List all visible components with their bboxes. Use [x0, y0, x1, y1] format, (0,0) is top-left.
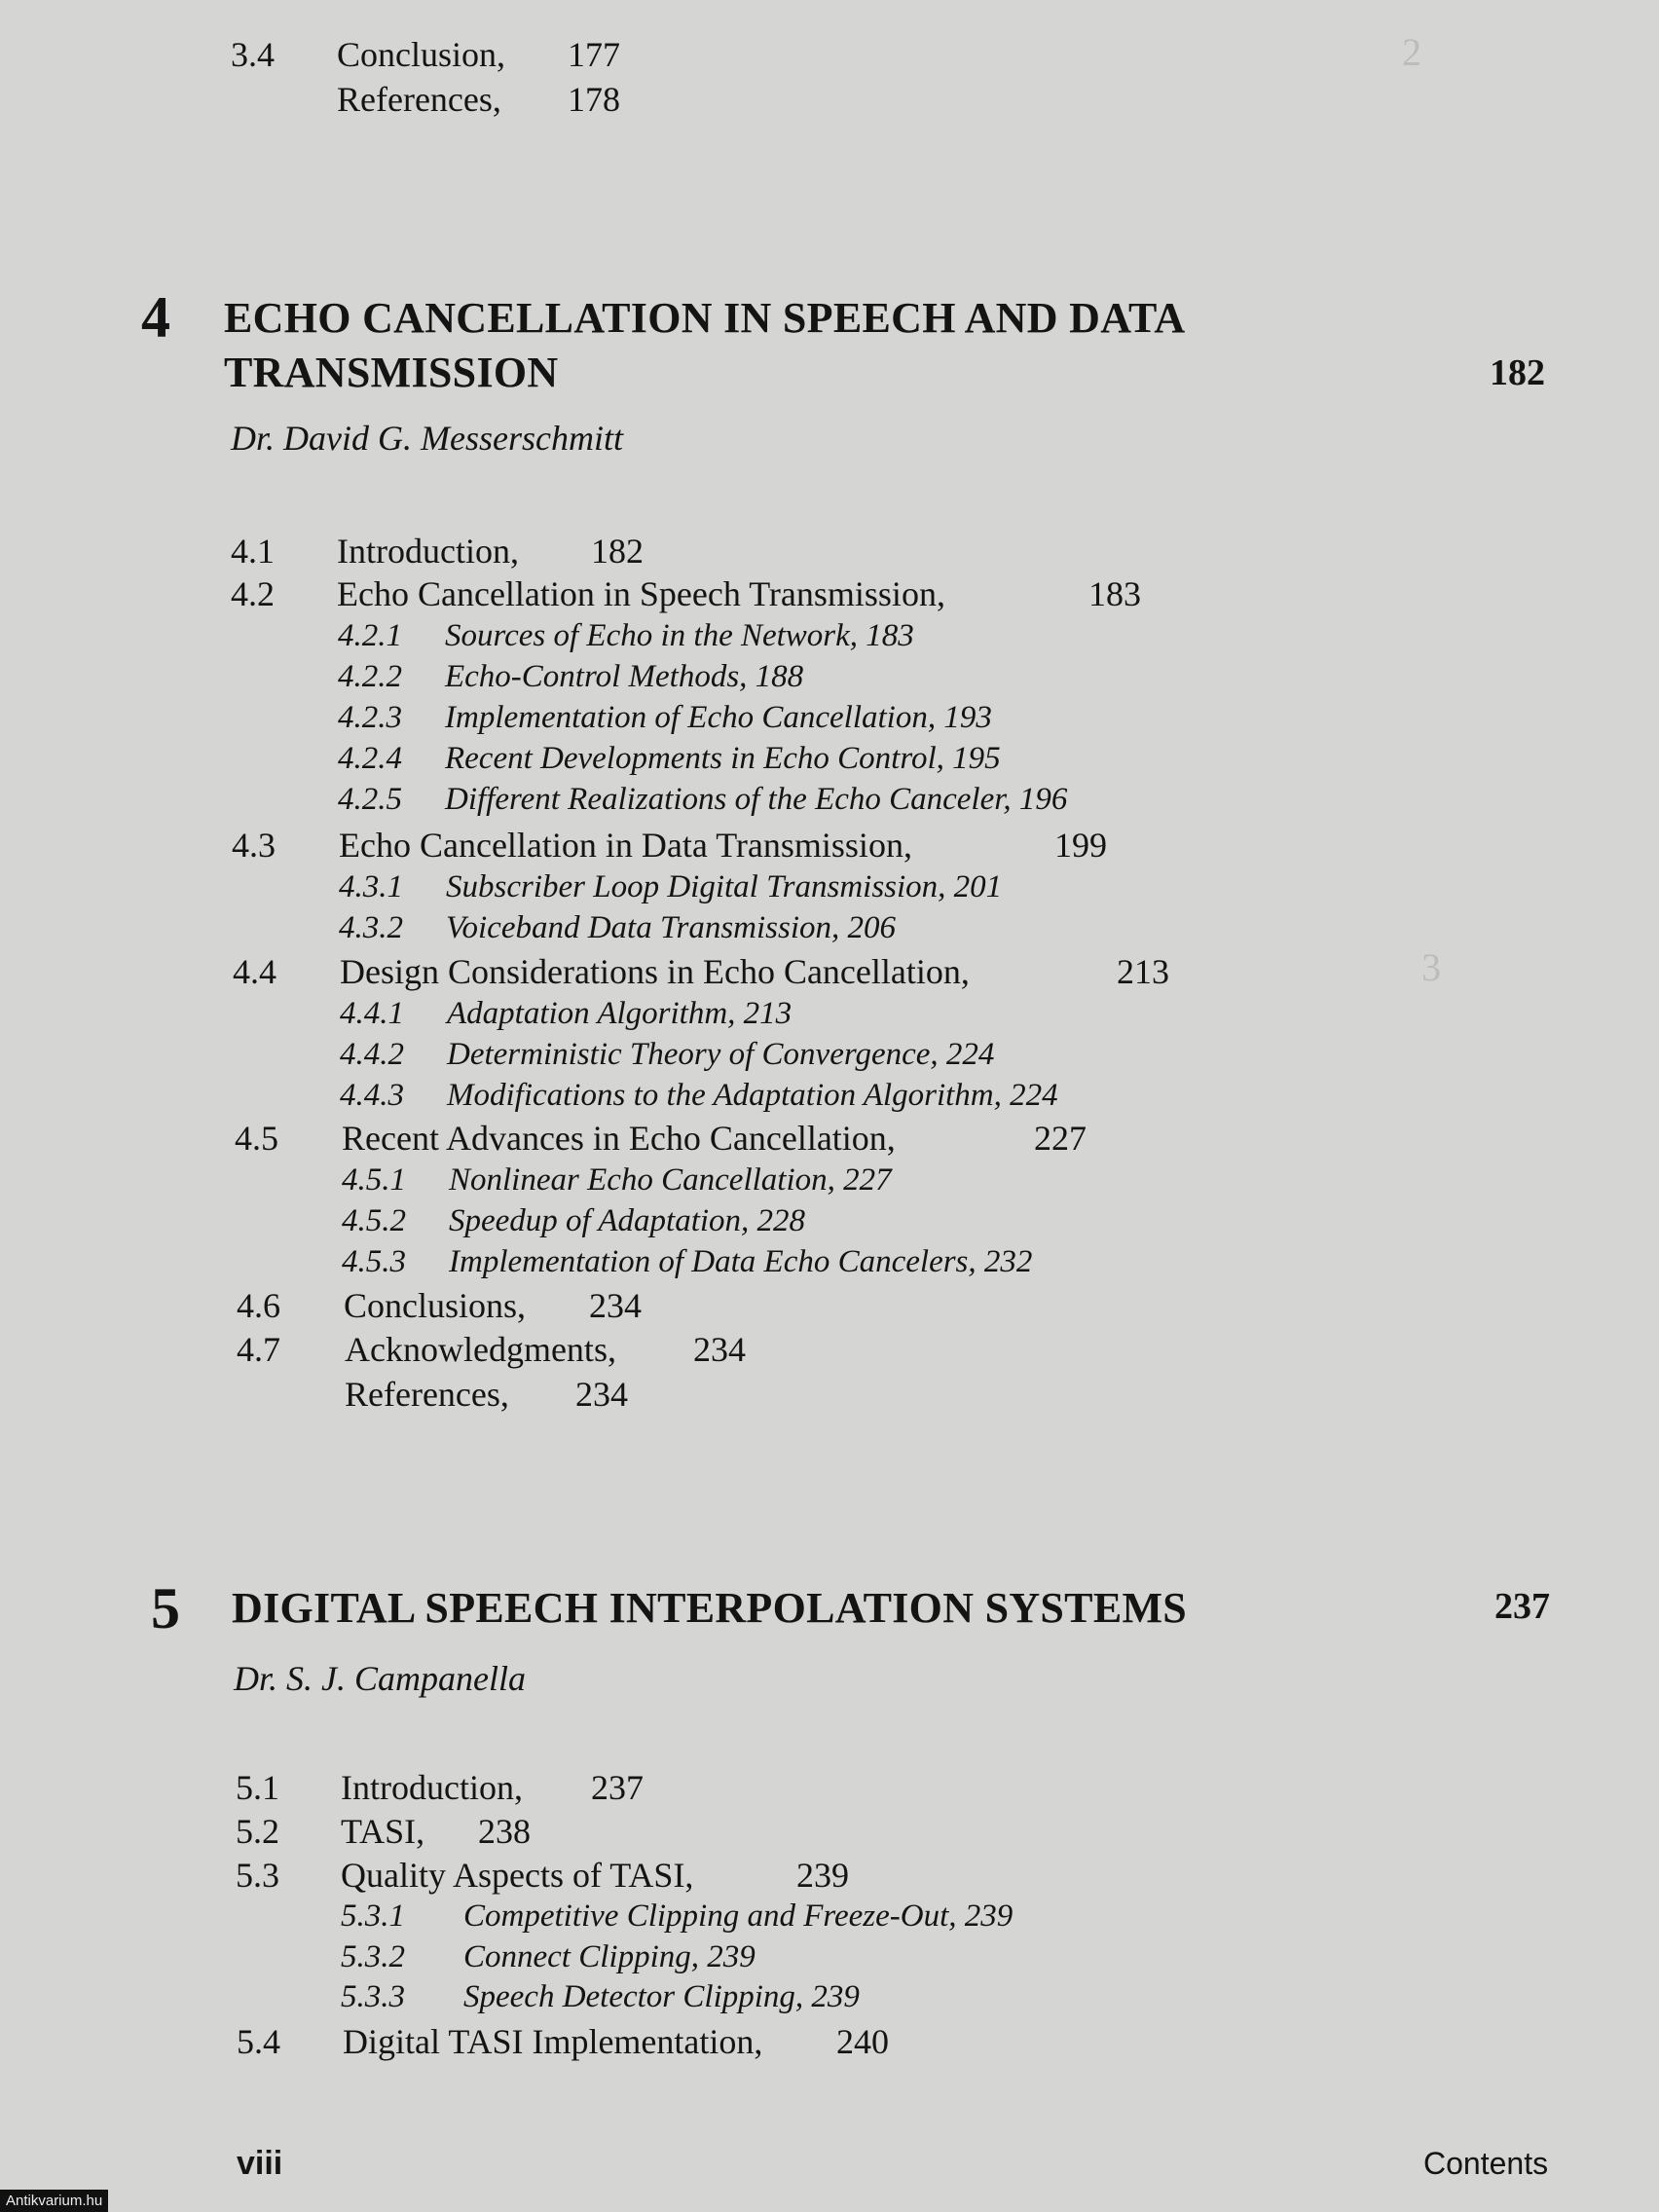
toc-num: 4.7 [237, 1330, 280, 1369]
toc-subnum: 4.4.2 [340, 1037, 404, 1072]
chapter-author: Dr. S. J. Campanella [234, 1659, 526, 1698]
toc-subentry: Nonlinear Echo Cancellation, 227 [449, 1162, 892, 1198]
toc-subentry: Adaptation Algorithm, 213 [447, 996, 793, 1031]
toc-subentry: Deterministic Theory of Convergence, 224 [447, 1037, 995, 1072]
chapter-page-number: 237 [1494, 1586, 1550, 1627]
toc-page-number: 237 [591, 1768, 644, 1807]
toc-subnum: 4.3.1 [339, 869, 403, 904]
toc-page-number: 182 [591, 532, 644, 571]
toc-entry-text: TASI, [341, 1812, 425, 1851]
toc-entry-text: Introduction, [337, 532, 519, 571]
toc-subnum: 5.3.1 [341, 1899, 405, 1934]
chapter-title: DIGITAL SPEECH INTERPOLATION SYSTEMS [232, 1584, 1188, 1632]
toc-subnum: 4.5.2 [342, 1203, 406, 1238]
toc-subentry: Recent Developments in Echo Control, 195 [445, 741, 1001, 776]
bleed-through-text: 3 [1421, 945, 1441, 989]
toc-subentry: Modifications to the Adaptation Algorithm, 224 [447, 1078, 1058, 1113]
toc-num: 5.2 [236, 1812, 279, 1851]
toc-num: 5.4 [237, 2022, 280, 2061]
toc-page-number: 199 [1054, 826, 1107, 865]
toc-num: 5.3 [236, 1856, 279, 1895]
toc-subentry: Implementation of Data Echo Cancelers, 232 [449, 1244, 1033, 1279]
toc-page-number: 227 [1034, 1119, 1087, 1158]
chapter-title: ECHO CANCELLATION IN SPEECH AND DATA [224, 294, 1186, 342]
toc-entry-text: Conclusions, [344, 1286, 527, 1325]
toc-entry-text: Echo Cancellation in Data Transmission, [339, 826, 912, 865]
toc-entry-text: Recent Advances in Echo Cancellation, [342, 1119, 896, 1158]
toc-page-number: 239 [796, 1856, 849, 1895]
toc-entry-text: Introduction, [341, 1768, 523, 1807]
toc-subnum: 4.3.2 [339, 910, 403, 945]
toc-num: 4.3 [232, 826, 276, 865]
toc-subentry: Subscriber Loop Digital Transmission, 201 [446, 869, 1003, 904]
toc-page-number: 183 [1088, 574, 1141, 613]
toc-page-number: 177 [568, 35, 620, 74]
toc-page-number: 234 [575, 1375, 628, 1414]
chapter-number: 4 [141, 285, 170, 350]
chapter-author: Dr. David G. Messerschmitt [231, 419, 623, 458]
toc-page-number: 238 [478, 1812, 531, 1851]
toc-entry-text: Conclusion, [337, 35, 506, 74]
toc-num: 3.4 [231, 35, 275, 74]
toc-subentry: Speedup of Adaptation, 228 [449, 1203, 806, 1238]
toc-subentry: Speech Detector Clipping, 239 [463, 1979, 860, 2014]
toc-subnum: 4.5.3 [342, 1244, 406, 1279]
toc-subentry: Different Realizations of the Echo Canceler, 196 [445, 782, 1068, 817]
toc-page-number: 240 [836, 2022, 889, 2061]
toc-entry-text: Quality Aspects of TASI, [341, 1856, 694, 1895]
toc-entry-text: References, [337, 80, 501, 119]
toc-num: 5.1 [236, 1768, 279, 1807]
toc-num: 4.4 [233, 952, 276, 991]
toc-entry-text: References, [345, 1375, 509, 1414]
page-number: viii [237, 2145, 283, 2182]
chapter-title: TRANSMISSION [224, 349, 559, 396]
toc-entry-text: Digital TASI Implementation, [343, 2022, 763, 2061]
running-footer: Contents [1423, 2146, 1549, 2181]
toc-num: 4.2 [231, 574, 275, 613]
toc-page-number: 213 [1117, 952, 1169, 991]
watermark: Antikvarium.hu [0, 2190, 108, 2212]
chapter-number: 5 [151, 1576, 180, 1641]
toc-subnum: 4.4.3 [340, 1078, 404, 1113]
toc-subnum: 4.2.2 [338, 659, 402, 694]
toc-subentry: Voiceband Data Transmission, 206 [446, 910, 897, 945]
toc-subnum: 4.2.1 [338, 618, 402, 653]
bleed-through-text: 2 [1402, 30, 1421, 74]
toc-subnum: 5.3.2 [341, 1939, 405, 1974]
toc-entry-text: Echo Cancellation in Speech Transmission, [337, 574, 945, 613]
toc-subnum: 4.2.5 [338, 782, 402, 817]
toc-subnum: 4.4.1 [340, 996, 404, 1031]
toc-subentry: Connect Clipping, 239 [463, 1939, 756, 1974]
toc-subnum: 4.5.1 [342, 1162, 406, 1198]
toc-subnum: 4.2.3 [338, 700, 402, 735]
toc-num: 4.5 [235, 1119, 278, 1158]
toc-subentry: Competitive Clipping and Freeze-Out, 239 [463, 1899, 1014, 1934]
toc-subentry: Sources of Echo in the Network, 183 [445, 618, 914, 653]
toc-num: 4.6 [237, 1286, 280, 1325]
toc-page-number: 234 [589, 1286, 642, 1325]
toc-subnum: 4.2.4 [338, 741, 402, 776]
toc-page-number: 234 [693, 1330, 746, 1369]
toc-entry-text: Design Considerations in Echo Cancellation, [340, 952, 970, 991]
toc-subnum: 5.3.3 [341, 1979, 405, 2014]
chapter-page-number: 182 [1490, 352, 1545, 393]
toc-subentry: Echo-Control Methods, 188 [445, 659, 804, 694]
toc-subentry: Implementation of Echo Cancellation, 193 [445, 700, 992, 735]
toc-page-number: 178 [568, 80, 620, 119]
toc-num: 4.1 [231, 532, 275, 571]
toc-entry-text: Acknowledgments, [345, 1330, 616, 1369]
